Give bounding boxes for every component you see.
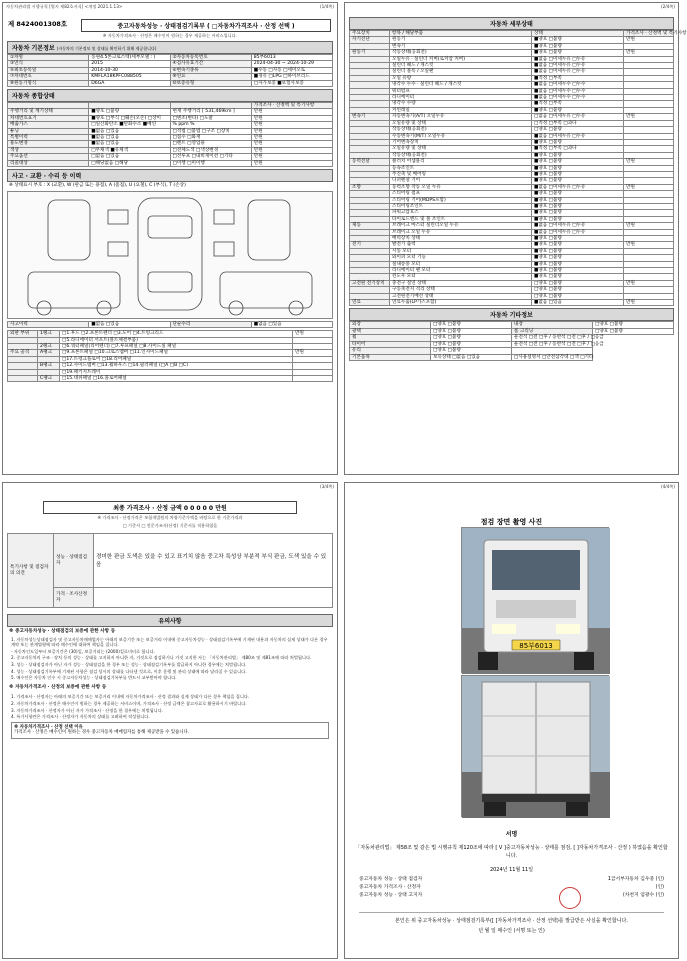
- device-item: 오일유량 및 상태: [390, 146, 532, 152]
- device-item: 실내송풍 모터: [390, 261, 532, 267]
- seal-stamp: [559, 887, 581, 909]
- device-item: 추진축 및 베어링: [390, 171, 532, 177]
- opinion-table: [7, 533, 333, 608]
- photo-title: 점검 장면 촬영 사진: [480, 518, 543, 526]
- device-price: 만원: [624, 300, 674, 306]
- receipt-date: 년 월 일 매수인 (서명 또는 인): [478, 928, 545, 934]
- field-value: D6GA: [89, 80, 170, 86]
- device-item: 구동축전지 격리 상태: [390, 287, 532, 293]
- status-detail: 현재 주행거리 [ 531,469km ]: [170, 109, 251, 115]
- detail-status-section: 자동차 세부상태: [349, 17, 674, 30]
- price-warranty-notes: [3, 694, 337, 719]
- status-detail: □선루프 □내비게이션 □기타: [170, 154, 251, 160]
- status-value: □무채색 ■유채색: [89, 147, 170, 153]
- device-state: ■없음 □미세누수 □누수: [532, 95, 624, 101]
- device-price: 만원: [624, 159, 674, 165]
- device-state: ■없음 □미세누유 □누유: [532, 229, 624, 235]
- device-state: ■양호 □불량: [532, 268, 624, 274]
- device-item: 스티어링조인트: [390, 203, 532, 209]
- device-state: ■양호 □불량: [532, 255, 624, 261]
- panel-price: 만원: [293, 331, 333, 337]
- status-value: □없음 □있음: [89, 154, 170, 160]
- device-item: 변속기: [390, 43, 532, 49]
- notifier-name: (차천지 엄광수 (인): [622, 893, 664, 898]
- device-price: 만원: [624, 184, 674, 190]
- device-state: ■양호 □불량: [532, 197, 624, 203]
- panel-parts: □5.라디에이터 서포트(볼트체결부품): [60, 337, 293, 343]
- plate-number: 85부6013: [519, 642, 553, 650]
- field-label: ⑧연료: [170, 74, 251, 80]
- accident-value: ■없음 □있음: [89, 321, 170, 327]
- field-value: □자가보증 ■보험사보증: [251, 80, 332, 86]
- status-label: 특별이력: [8, 135, 89, 141]
- device-group: 전기: [350, 242, 390, 248]
- device-price: 만원: [624, 114, 674, 120]
- notice-item: 2. 자동차가격조사 · 산정은 매수인이 원하는 경우 제공하는 서비스이며, 가격조사 · 산정 금액은 참고자료로 활용하시기 바랍니다.: [11, 700, 247, 706]
- device-item: 등속조인트: [390, 165, 532, 171]
- device-state: ■양호 □불량: [532, 50, 624, 56]
- status-detail: □전체도색 □색상변경: [170, 147, 251, 153]
- other-cell: 룸 크리닝: [512, 328, 593, 334]
- panel-rank: B랭크: [38, 363, 60, 369]
- device-item: 작동상태(공회전): [390, 50, 532, 56]
- table-row: [8, 80, 333, 86]
- price-value: 만원: [251, 141, 332, 147]
- device-group: 원동기: [350, 50, 390, 56]
- notice-item: 5. 매수인은 자동차 인수 시 중고자동차성능 · 상태점검기록부를 반드시 교부받아야 합니다.: [11, 675, 177, 681]
- device-state: ■없음 □미세누유 □누유: [532, 56, 624, 62]
- signature-date: 2024년 11월 11일: [489, 867, 534, 873]
- other-info-section: 자동차 기타정보: [349, 308, 674, 321]
- device-state: □없음 □미세누유 □누유: [532, 114, 624, 120]
- device-item: 자동변속기(A/T) 오일누유: [390, 114, 532, 120]
- device-group: 제동: [350, 223, 390, 229]
- device-state: ■없음 □미세누유 □누유: [532, 69, 624, 75]
- notice-item: 3. 성능 · 상태점검자가 아닌 자가 성능 · 상태점검을 한 경우 또는 성능 · 상태점검기록부를 발급하지 아니한 경우에는 처벌됩니다.: [11, 661, 247, 667]
- panel-parts: □6.쿼터패널(리어펜더) □7.루프패널 □8.사이드실 패널: [60, 343, 293, 349]
- device-item: 냉각수 수량: [390, 101, 532, 107]
- page-1: [2, 2, 338, 475]
- device-group: 자기진단: [350, 37, 390, 43]
- warranty-notes: [3, 637, 337, 681]
- inspector-opinion: 경미한 판금 도색은 있을 수 있고 표기치 않음 중고차 특성상 부분적 부식 판금, 도색 있을 수 있음: [94, 534, 333, 588]
- field-value: 2015: [89, 61, 170, 67]
- other-cell: 운전석 □전 □후 / 동반석 □전 □후 / □응급: [512, 335, 593, 341]
- table-row: [8, 160, 333, 166]
- price-warranty-section: ※ 자동차가격조사 · 산정의 보증에 관한 사항 등: [9, 684, 107, 690]
- notice-item: 2. 중고자동차의 구조 · 장치 등의 성능 · 상태를 고지하지 아니한 자, 거짓으로 점검하거나 거짓 고지한 자는 「자동차관리법」 제80조 및 제81조에 따라 처벌됩니다.: [11, 655, 312, 661]
- document-title: 중고자동차성능 · 상태점검기록부 ( □자동차가격조사 · 산정 선택 ): [81, 19, 331, 32]
- device-price: 만원: [624, 37, 674, 43]
- device-state: ■양호 □불량: [532, 178, 624, 184]
- field-value: KMFLA18KPFC088505: [89, 74, 170, 80]
- field-label: ⑤최초등록일: [8, 67, 89, 73]
- other-cell: 운전석 □전 □후 / 동반석 □전 □후 / □응급: [512, 341, 593, 347]
- notice-item: 1. 가격조사 · 산정자는 아래의 보증기간 또는 보증거리 이내에 자동차가격조사 · 산정 결과와 실제 상태가 다른 경우 책임을 집니다.: [11, 694, 250, 700]
- detail-status-table: [349, 30, 687, 306]
- status-value: ■양호 □불량: [89, 109, 170, 115]
- device-item: 실린더 블록 / 오일팬: [390, 69, 532, 75]
- device-item: 와이퍼 모터 기능: [390, 255, 532, 261]
- device-item: 연료누출(LP가스포함): [390, 300, 532, 306]
- device-state: ■양호 □불량: [532, 248, 624, 254]
- other-cell: 외장: [350, 322, 431, 328]
- device-state: ■양호 □불량: [532, 242, 624, 248]
- accident-label: 단순수리: [170, 321, 251, 327]
- status-label: 주요옵션: [8, 154, 89, 160]
- field-value: ■경유 □LPG □하이브리드: [251, 74, 332, 80]
- panel-parts: □19.패키지트레이: [60, 369, 293, 375]
- device-state: □적정 □부족 □과다: [532, 120, 624, 126]
- page-number: (1/4쪽): [319, 4, 334, 9]
- device-state: ■양호 □불량: [532, 191, 624, 197]
- device-state: □양호 □불량: [532, 280, 624, 286]
- notice-item: - 자동차인도일부터 보증기간은 (30)일, 보증거리는 (2000)킬로미터로 합니다.: [11, 648, 155, 654]
- panel-parts: □1.후드 □2.프론트펜더 □3.도어 □4.트렁크리드: [60, 331, 293, 337]
- right-side-outline: [220, 272, 312, 308]
- field-label: ⑦차대번호: [8, 74, 89, 80]
- field-label: ③연식: [8, 61, 89, 67]
- device-state: ■양호 □불량: [532, 139, 624, 145]
- basic-info-table: [7, 54, 333, 87]
- field-label: ⑨원동기형식: [8, 80, 89, 86]
- field-value: 2024-04-30 ~ 2024-10-29: [251, 61, 332, 67]
- other-cell: 휠: [350, 335, 431, 341]
- device-group: 고전원 전기장치: [350, 280, 390, 286]
- price-value: 만원: [251, 109, 332, 115]
- device-group: 변속기: [350, 114, 390, 120]
- panel-parts: □15.대쉬패널 □16.플로어패널: [60, 375, 293, 381]
- device-item: 냉각수 누수 · 실린더 헤드 / 개스킷: [390, 82, 532, 88]
- device-state: ■양호 □불량: [532, 261, 624, 267]
- panel-price: 만원: [293, 350, 333, 356]
- table-row: [350, 300, 674, 306]
- col-state: 상태: [532, 31, 624, 37]
- form-header-left: 자동차관리법 시행규칙 [별지 제82호서식] <개정 2021.1.13>: [6, 4, 123, 9]
- vehicle-diagram: [7, 191, 333, 319]
- price-examiner-label: 가격 · 조사산정자: [54, 588, 94, 608]
- device-item: 클러치 어셈블리: [390, 159, 532, 165]
- field-label: ②자동차등록번호: [170, 55, 251, 61]
- final-price-title: 최종 가격조사 · 산정 금액 0 0 0 0 0 만원: [43, 501, 297, 514]
- status-label: 차대번호표기: [8, 115, 89, 121]
- field-value: ■수동 □자동 □세미오토: [251, 67, 332, 73]
- signature-statement: 「자동차관리법」 제58조 및 같은 법 시행규칙 제120조에 따라 [ V ]중고자동차성능 · 상태를 점검, [ ]자동차가격조사 · 산정 ) 하였음을 확인합니다.: [355, 845, 668, 859]
- status-label: 색상: [8, 147, 89, 153]
- device-item: 원동기: [390, 37, 532, 43]
- accident-table: [7, 321, 333, 328]
- device-group: 연료: [350, 300, 390, 306]
- rear-photo: [461, 675, 609, 817]
- field-value: 2014-10-30: [89, 67, 170, 73]
- accident-history-section: 사고 · 교환 · 수리 등 이력: [7, 169, 333, 182]
- table-row: [350, 354, 674, 360]
- device-item: 작동상태(공회전): [390, 127, 532, 133]
- device-state: ■없음 □미세누수 □누수: [532, 82, 624, 88]
- device-item: 워터펌프: [390, 88, 532, 94]
- device-item: 고전원전기배선 상태: [390, 293, 532, 299]
- price-value: 만원: [251, 115, 332, 121]
- page-3: [2, 482, 338, 959]
- front-photo: [461, 527, 609, 673]
- device-group: 동력전달: [350, 159, 390, 165]
- field-label: ①차명: [8, 55, 89, 61]
- device-state: □양호 □불량: [532, 287, 624, 293]
- other-cell: □양호 □불량: [431, 341, 512, 347]
- field-value: 동원4.5톤크로스텍(세부모델 : ): [89, 55, 170, 61]
- other-cell: 광택: [350, 328, 431, 334]
- status-value: ■없음 □있음: [89, 128, 170, 134]
- device-state: ■없음 □미세누유 □누유: [532, 63, 624, 69]
- status-label: 튜닝: [8, 128, 89, 134]
- warranty-section: ※ 중고자동차성능 · 상태점검의 보증에 관한 사항 등: [9, 629, 116, 634]
- device-item: 라디에이터: [390, 95, 532, 101]
- price-value: 만원: [251, 160, 332, 166]
- status-label: 리콜대상: [8, 160, 89, 166]
- page-2: [344, 2, 687, 475]
- device-state: ■양호 □불량: [532, 274, 624, 280]
- device-state: ■없음 □미세누유 □누유: [532, 133, 624, 139]
- signature-title: 서명: [505, 831, 518, 838]
- field-value: 85부6013: [251, 55, 332, 61]
- device-price: 만원: [624, 280, 674, 286]
- device-item: 배력장치 상태: [390, 236, 532, 242]
- page-number: (2/4쪽): [660, 4, 675, 9]
- device-state: ■없음 □미세누유 □누유: [532, 184, 624, 190]
- status-value: ■양호 □부식 □훼손(오손) □상이: [89, 115, 170, 121]
- price-value: 만원: [251, 135, 332, 141]
- panel-table: [7, 330, 333, 382]
- device-state: ■적정 □부족: [532, 75, 624, 81]
- notice-item: 3. 자동차가격조사 · 산정자가 아닌 자가 가격조사 · 산정을 한 경우에는 처벌됩니다.: [11, 707, 164, 713]
- status-detail: □적법 □불법 □구조 □장치: [170, 128, 251, 134]
- status-value: □해당없음 □해당: [89, 160, 170, 166]
- status-detail: □이행 □미이행: [170, 160, 251, 166]
- other-cell: 타이어: [350, 341, 431, 347]
- device-item: 윈도우 모터: [390, 274, 532, 280]
- device-state: ■양호 □불량: [532, 37, 624, 43]
- other-cell: □양호 □불량: [431, 335, 512, 341]
- other-cell: □양호 □불량: [593, 322, 674, 328]
- other-cell: □사용설명서 □안전삼각대 □잭 □기타: [512, 354, 593, 360]
- table-row: [8, 375, 333, 381]
- col-price: 가격조사 · 산정액 및 특기사항: [624, 31, 674, 37]
- accident-value: ■없음 □있음: [251, 321, 332, 327]
- inspector-opinion-label: 성능 · 상태점검자: [54, 534, 94, 588]
- table-row: [8, 321, 333, 327]
- status-label: 용도변경: [8, 141, 89, 147]
- notice-item: 4. 성능 · 상태점검기록부에 기재된 사항은 점검 당시의 상태를 나타낸 것으로, 이후 운행 및 관리 상태에 따라 달라질 수 있습니다.: [11, 668, 247, 674]
- field-label: ⑩보증유형: [170, 80, 251, 86]
- rear-view-outline: [248, 200, 290, 260]
- other-info-table: [349, 321, 674, 360]
- device-item: 실린더 헤드 / 개스킷: [390, 63, 532, 69]
- device-item: 커먼레일: [390, 107, 532, 113]
- panel-price: [293, 375, 333, 381]
- other-cell: 기본품목: [350, 354, 431, 360]
- status-value: ■없음 □있음: [89, 135, 170, 141]
- notifier-label: 중고자동차 성능 · 상태 고지자: [359, 893, 423, 898]
- status-value: □일산화탄소 ■탄화수소 ■매연: [89, 122, 170, 128]
- device-item: 충전구 절연 상태: [390, 280, 532, 286]
- device-item: 스티어링 기어(MDPS포함): [390, 197, 532, 203]
- device-item: 시동 모터: [390, 248, 532, 254]
- page-number: (3/4쪽): [319, 484, 334, 489]
- notice-item: 4. 특기사항란은 가격조사 · 산정자가 자동차의 상태를 고려하여 작성합니다.: [11, 714, 150, 720]
- price-value: 만원: [251, 147, 332, 153]
- price-note: ※ 가격조사 · 산정가격은 보험개발원의 차량기준가액을 바탕으로 한 기준가격과: [97, 515, 243, 520]
- device-group: 조향: [350, 184, 390, 190]
- price-note-2: □ 기준서 □ 전문가조사(산정) 기준서를 적용하였음: [122, 523, 218, 528]
- device-state: ■없음 □있음: [532, 300, 624, 306]
- device-price: 만원: [624, 223, 674, 229]
- price-value: 만원: [251, 154, 332, 160]
- device-item: 오일유량 및 상태: [390, 120, 532, 126]
- panel-rank: 2랭크: [38, 343, 60, 349]
- device-item: 브레이크 마스터 실린더오일 누유: [390, 223, 532, 229]
- other-cell: 보유상태 □없음 □있음: [431, 354, 512, 360]
- inspector-name: 1급서부자동차 김우중 (인): [607, 877, 664, 882]
- price-reason-box: ※ 자동차가격조사 · 산정 선택 이유 가격조사 · 산정은 매수인이 원하는 경우 중고자동차 매매업자를 통해 제공받을 수 있습니다.: [11, 722, 329, 739]
- device-state: ■양호 □불량: [532, 203, 624, 209]
- notice-title: 유의사항: [7, 614, 333, 627]
- page-4: [344, 482, 679, 959]
- notice-item: 1. 자동차성능상태점검자 및 중고자동차매매업자는 아래의 보증기간 또는 보증거리 이내에 중고자동차성능 · 상태점검기록부에 기재된 내용과 자동차의 실제 상태가 다른 경우 계약 또는 관계법령에 따라 매수인에 대하여 책임을 집니다.: [11, 636, 328, 648]
- col-item: 항목 / 해당부품: [390, 31, 532, 37]
- panel-group: 주요 골격: [8, 350, 38, 356]
- device-state: ■없음 □미세누수 □누수: [532, 88, 624, 94]
- device-item: 작동상태(공회전): [390, 152, 532, 158]
- price-inspector-name: (인): [655, 885, 664, 890]
- device-item: 기어변속장치: [390, 139, 532, 145]
- other-cell: 유리: [350, 348, 431, 354]
- device-state: ■양호 □불량: [532, 210, 624, 216]
- price-inspector-label: 중고자동차 가격조사 · 산정자: [359, 885, 421, 890]
- device-state: ■적정 □부족 □과다: [532, 146, 624, 152]
- price-column-header: 가격조사 · 산정액 및 특기사항: [251, 103, 332, 109]
- device-state: ■양호 □불량: [532, 159, 624, 165]
- basic-info-section: 자동차 기본정보 (자동차의 기본정보 및 상태를 확인하기 위해 제공합니다): [7, 41, 333, 54]
- device-item: 오일 유량: [390, 75, 532, 81]
- device-item: 수동변속기(M/T) 오일누유: [390, 133, 532, 139]
- status-detail: □침수 □화재: [170, 135, 251, 141]
- device-item: 스티어링 펌프: [390, 191, 532, 197]
- panel-group: [8, 375, 38, 381]
- col-main: 주요장치: [350, 31, 390, 37]
- price-value: 만원: [251, 122, 332, 128]
- signature-table: [359, 876, 664, 900]
- overall-status-table: [7, 102, 333, 167]
- other-cell: □양호 □불량: [593, 328, 674, 334]
- panel-parts: □12.사이드멤버 □13.휠하우스 □14.필러패널 (□A □B □C): [60, 363, 293, 369]
- device-state: ■양호 □불량: [532, 236, 624, 242]
- device-item: 브레이크 오일 누유: [390, 229, 532, 235]
- device-item: 파워고압호스: [390, 210, 532, 216]
- panel-parts: □17.트렁크플로어 □18.리어패널: [60, 356, 293, 362]
- other-cell: □양호 □불량: [431, 328, 512, 334]
- accident-legend: ※ 상태표시 부호 : X (교환), W (판금 또는 용접), A (흠집), U (요철), C (부식), T (손상): [9, 183, 186, 189]
- device-item: 타이로드엔드 및 볼 조인트: [390, 216, 532, 222]
- device-state: □양호 □불량: [532, 127, 624, 133]
- panel-group: 외판 부위: [8, 331, 38, 337]
- page-number: (4/4쪽): [660, 484, 675, 489]
- document-number: 제 8424001308호: [8, 20, 68, 28]
- device-item: 발전기 출력: [390, 242, 532, 248]
- device-state: ■양호 □불량: [532, 152, 624, 158]
- device-item: 라디에이터 팬 모터: [390, 268, 532, 274]
- status-detail: % ppm %: [170, 122, 251, 128]
- device-state: ■양호 □불량: [532, 165, 624, 171]
- device-state: ■양호 □불량: [532, 216, 624, 222]
- status-label: 배출가스: [8, 122, 89, 128]
- device-item: 오일누유 · 실린더 커버(로커암 커버): [390, 56, 532, 62]
- panel-rank: C랭크: [38, 375, 60, 381]
- accident-label: 사고이력: [8, 321, 89, 327]
- status-detail: □변조(변타) □도말: [170, 115, 251, 121]
- device-state: ■양호 □불량: [532, 107, 624, 113]
- status-value: ■없음 □있음: [89, 141, 170, 147]
- device-state: ■적정 □부족: [532, 101, 624, 107]
- left-side-outline: [28, 272, 120, 308]
- other-cell: □양호 □불량: [431, 322, 512, 328]
- status-detail: □렌트 □영업용: [170, 141, 251, 147]
- front-view-outline: [48, 200, 90, 260]
- device-state: □양호 □불량: [532, 293, 624, 299]
- overall-status-section: 자동차 종합상태: [7, 89, 333, 102]
- device-item: 동력조향 작동 오일 누유: [390, 184, 532, 190]
- field-label: ⑥변속기종류: [170, 67, 251, 73]
- panel-rank: 1랭크: [38, 331, 60, 337]
- receipt-statement: 본인은 위 중고자동차성능 · 상태점검기록부([ ]자동차가격조사 · 산정 선택)를 발급받은 사실을 확인합니다.: [359, 912, 664, 925]
- panel-rank: A랭크: [38, 350, 60, 356]
- device-state: ■없음 □미세누유 □누유: [532, 223, 624, 229]
- device-state: ■양호 □불량: [532, 171, 624, 177]
- other-cell: 내장: [512, 322, 593, 328]
- document-subtitle: ※ 자동차가격조사 · 산정은 매수인이 원하는 경우 제공하는 서비스입니다.: [102, 33, 238, 38]
- device-price: 만원: [624, 50, 674, 56]
- other-cell: □양호 □불량: [431, 348, 512, 354]
- device-price: 만원: [624, 242, 674, 248]
- status-label: 주행거리 및 계기상태: [8, 109, 89, 115]
- field-label: ④검사유효기간: [170, 61, 251, 67]
- inspector-label: 중고자동차 성능 · 상태 점검자: [359, 877, 423, 882]
- device-state: ■양호 □불량: [532, 43, 624, 49]
- opinion-label: 특기사항 및 점검자의 의견: [8, 534, 54, 608]
- panel-parts: □9.프론트패널 □10.크로스멤버 □11.인사이드패널: [60, 350, 293, 356]
- top-view-outline: [138, 198, 202, 310]
- price-value: 만원: [251, 128, 332, 134]
- device-item: 디퍼렌셜 기어: [390, 178, 532, 184]
